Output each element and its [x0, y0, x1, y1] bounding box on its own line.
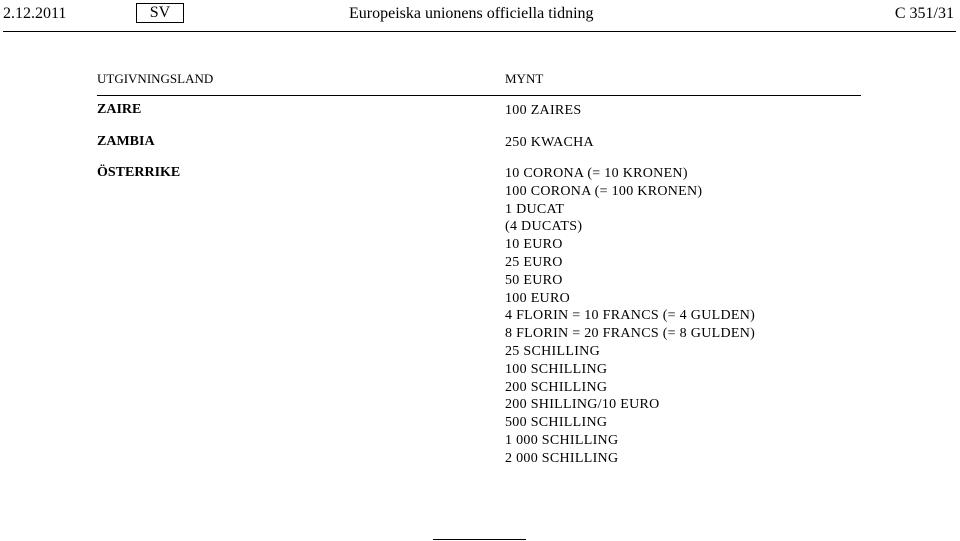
page-header [0, 3, 960, 29]
page-reference: C 351/31 [894, 5, 954, 22]
column-header-divider [97, 95, 861, 96]
coin-item: 1 DUCAT [505, 201, 565, 217]
publication-date: 2.12.2011 [3, 5, 67, 22]
coin-list-zambia [505, 134, 594, 152]
coin-list-osterrike [505, 165, 755, 468]
coin-item: 100 EURO [505, 290, 571, 306]
coin-item: 250 KWACHA [505, 135, 594, 150]
column-header-coin: MYNT [505, 71, 544, 86]
coin-item: 25 SCHILLING [505, 343, 600, 359]
coin-item: 10 EURO [505, 237, 563, 253]
language-box: SV [136, 3, 184, 23]
coin-item: 100 CORONA (= 100 KRONEN) [505, 183, 703, 199]
coin-item: (4 DUCATS) [505, 219, 583, 235]
country-zaire: ZAIRE [97, 102, 142, 117]
coin-item: 200 SHILLING/10 EURO [505, 397, 660, 413]
coin-item: 50 EURO [505, 272, 563, 288]
coin-item: 500 SCHILLING [505, 415, 608, 431]
coin-item: 10 CORONA (= 10 KRONEN) [505, 166, 688, 181]
coin-item: 25 EURO [505, 254, 563, 270]
column-header-country: UTGIVNINGSLAND [97, 71, 214, 86]
country-osterrike: ÖSTERRIKE [97, 165, 181, 180]
journal-title: Europeiska unionens officiella tidning [349, 5, 594, 22]
coin-item: 200 SCHILLING [505, 379, 608, 395]
coin-item: 100 SCHILLING [505, 361, 608, 377]
coin-item: 8 FLORIN = 20 FRANCS (= 8 GULDEN) [505, 326, 756, 342]
coin-item: 100 ZAIRES [505, 103, 582, 118]
coin-list-zaire [505, 102, 582, 120]
header-divider [3, 31, 956, 32]
country-zambia: ZAMBIA [97, 134, 155, 149]
coin-item: 2 000 SCHILLING [505, 450, 619, 466]
footnote-divider [433, 539, 526, 540]
coin-item: 1 000 SCHILLING [505, 432, 619, 448]
coin-item: 4 FLORIN = 10 FRANCS (= 4 GULDEN) [505, 308, 756, 324]
